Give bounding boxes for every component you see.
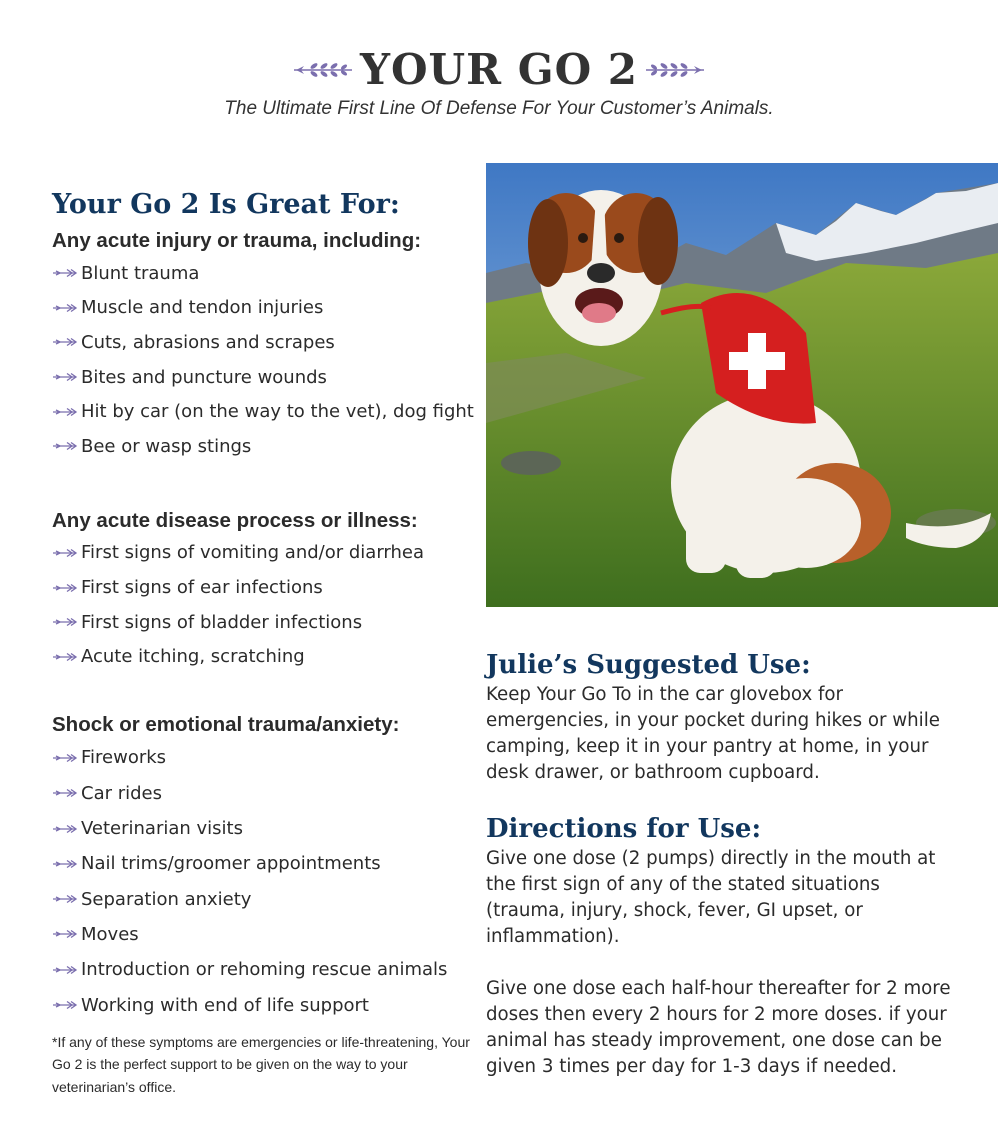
list-item bbox=[52, 882, 472, 917]
list-item-text: Working with end of life support bbox=[81, 994, 369, 1016]
list-item bbox=[52, 776, 472, 811]
title-row bbox=[0, 46, 998, 94]
list-item-text: Hit by car (on the way to the vet), dog fight bbox=[81, 401, 474, 423]
list-item-text: Blunt trauma bbox=[81, 262, 200, 284]
arrow-icon bbox=[52, 788, 78, 798]
rescue-dog-image bbox=[486, 163, 998, 607]
list-item-text: Cuts, abrasions and scrapes bbox=[81, 331, 335, 353]
arrow-icon bbox=[52, 859, 78, 869]
list-item bbox=[52, 740, 472, 775]
list-item bbox=[52, 360, 472, 395]
list-item-text: Moves bbox=[81, 923, 139, 945]
directions-heading: Directions for Use: bbox=[486, 814, 762, 844]
arrow-icon bbox=[52, 372, 78, 382]
shock-list bbox=[52, 740, 472, 1022]
directions-text-continued: Give one dose each half-hour thereafter for 2 more doses then every 2 hours for 2 more doses. if your animal has steady improvement, one dose can be given 3 times per day for 1-3 days if needed. bbox=[486, 978, 951, 1077]
suggested-use-heading: Julie’s Suggested Use: bbox=[486, 650, 811, 680]
list-item bbox=[52, 811, 472, 846]
lavender-sprig-icon bbox=[292, 59, 354, 81]
page-title: YOUR GO 2 bbox=[359, 45, 639, 94]
lavender-sprig-icon bbox=[644, 59, 706, 81]
list-item-text: Separation anxiety bbox=[81, 888, 252, 910]
list-item bbox=[52, 291, 472, 326]
list-item bbox=[52, 429, 472, 464]
list-item-text: First signs of ear infections bbox=[81, 577, 323, 599]
benefits-column bbox=[52, 186, 472, 1098]
list-item-text: Muscle and tendon injuries bbox=[81, 297, 324, 319]
page-subtitle: The Ultimate First Line Of Defense For Your Customer’s Animals. bbox=[224, 98, 774, 119]
benefits-heading: Your Go 2 Is Great For: bbox=[52, 189, 400, 220]
arrow-icon bbox=[52, 407, 78, 417]
arrow-icon bbox=[52, 337, 78, 347]
directions-text: Give one dose (2 pumps) directly in the mouth at the first sign of any of the stated situations (trauma, injury, shock, fever, GI upset, or inflammation). bbox=[486, 848, 936, 947]
list-item-text: Introduction or rehoming rescue animals bbox=[81, 959, 448, 981]
arrow-icon bbox=[52, 652, 78, 662]
list-item-text: Bites and puncture wounds bbox=[81, 366, 327, 388]
footnote: *If any of these symptoms are emergencies or life-threatening, Your Go 2 is the perfect support to be given on the way to your veterinarian’s office. bbox=[52, 1033, 470, 1095]
arrow-icon bbox=[52, 303, 78, 313]
disease-list bbox=[52, 536, 472, 675]
arrow-icon bbox=[52, 1000, 78, 1010]
arrow-icon bbox=[52, 894, 78, 904]
page-header bbox=[0, 46, 998, 120]
list-item-text: Fireworks bbox=[81, 747, 167, 769]
list-item bbox=[52, 570, 472, 605]
list-item bbox=[52, 952, 472, 987]
group-shock bbox=[52, 710, 472, 1022]
list-item bbox=[52, 325, 472, 360]
list-item-text: Nail trims/groomer appointments bbox=[81, 853, 381, 875]
arrow-icon bbox=[52, 441, 78, 451]
arrow-icon bbox=[52, 617, 78, 627]
list-item-text: Veterinarian visits bbox=[81, 818, 243, 840]
list-item bbox=[52, 605, 472, 640]
list-item bbox=[52, 256, 472, 291]
suggested-use-text: Keep Your Go To in the car glovebox for emergencies, in your pocket during hikes or while camping, keep it in your pantry at home, in your desk drawer, or bathroom cupboard. bbox=[486, 684, 940, 783]
list-item-text: First signs of vomiting and/or diarrhea bbox=[81, 542, 425, 564]
arrow-icon bbox=[52, 929, 78, 939]
list-item-text: Car rides bbox=[81, 782, 162, 804]
group-title: Any acute disease process or illness: bbox=[52, 508, 418, 532]
list-item-text: First signs of bladder infections bbox=[81, 611, 363, 633]
list-item-text: Bee or wasp stings bbox=[81, 435, 252, 457]
arrow-icon bbox=[52, 753, 78, 763]
arrow-icon bbox=[52, 583, 78, 593]
arrow-icon bbox=[52, 268, 78, 278]
group-disease bbox=[52, 506, 472, 675]
arrow-icon bbox=[52, 548, 78, 558]
list-item bbox=[52, 917, 472, 952]
list-item-text: Acute itching, scratching bbox=[81, 646, 305, 668]
usage-column bbox=[486, 648, 956, 1080]
injury-list bbox=[52, 256, 472, 464]
list-item bbox=[52, 846, 472, 881]
list-item bbox=[52, 394, 472, 429]
group-title: Shock or emotional trauma/anxiety: bbox=[52, 713, 400, 737]
arrow-icon bbox=[52, 824, 78, 834]
arrow-icon bbox=[52, 965, 78, 975]
group-title: Any acute injury or trauma, including: bbox=[52, 229, 422, 252]
list-item bbox=[52, 536, 472, 571]
list-item bbox=[52, 640, 472, 675]
list-item bbox=[52, 987, 472, 1022]
group-injury bbox=[52, 226, 472, 464]
